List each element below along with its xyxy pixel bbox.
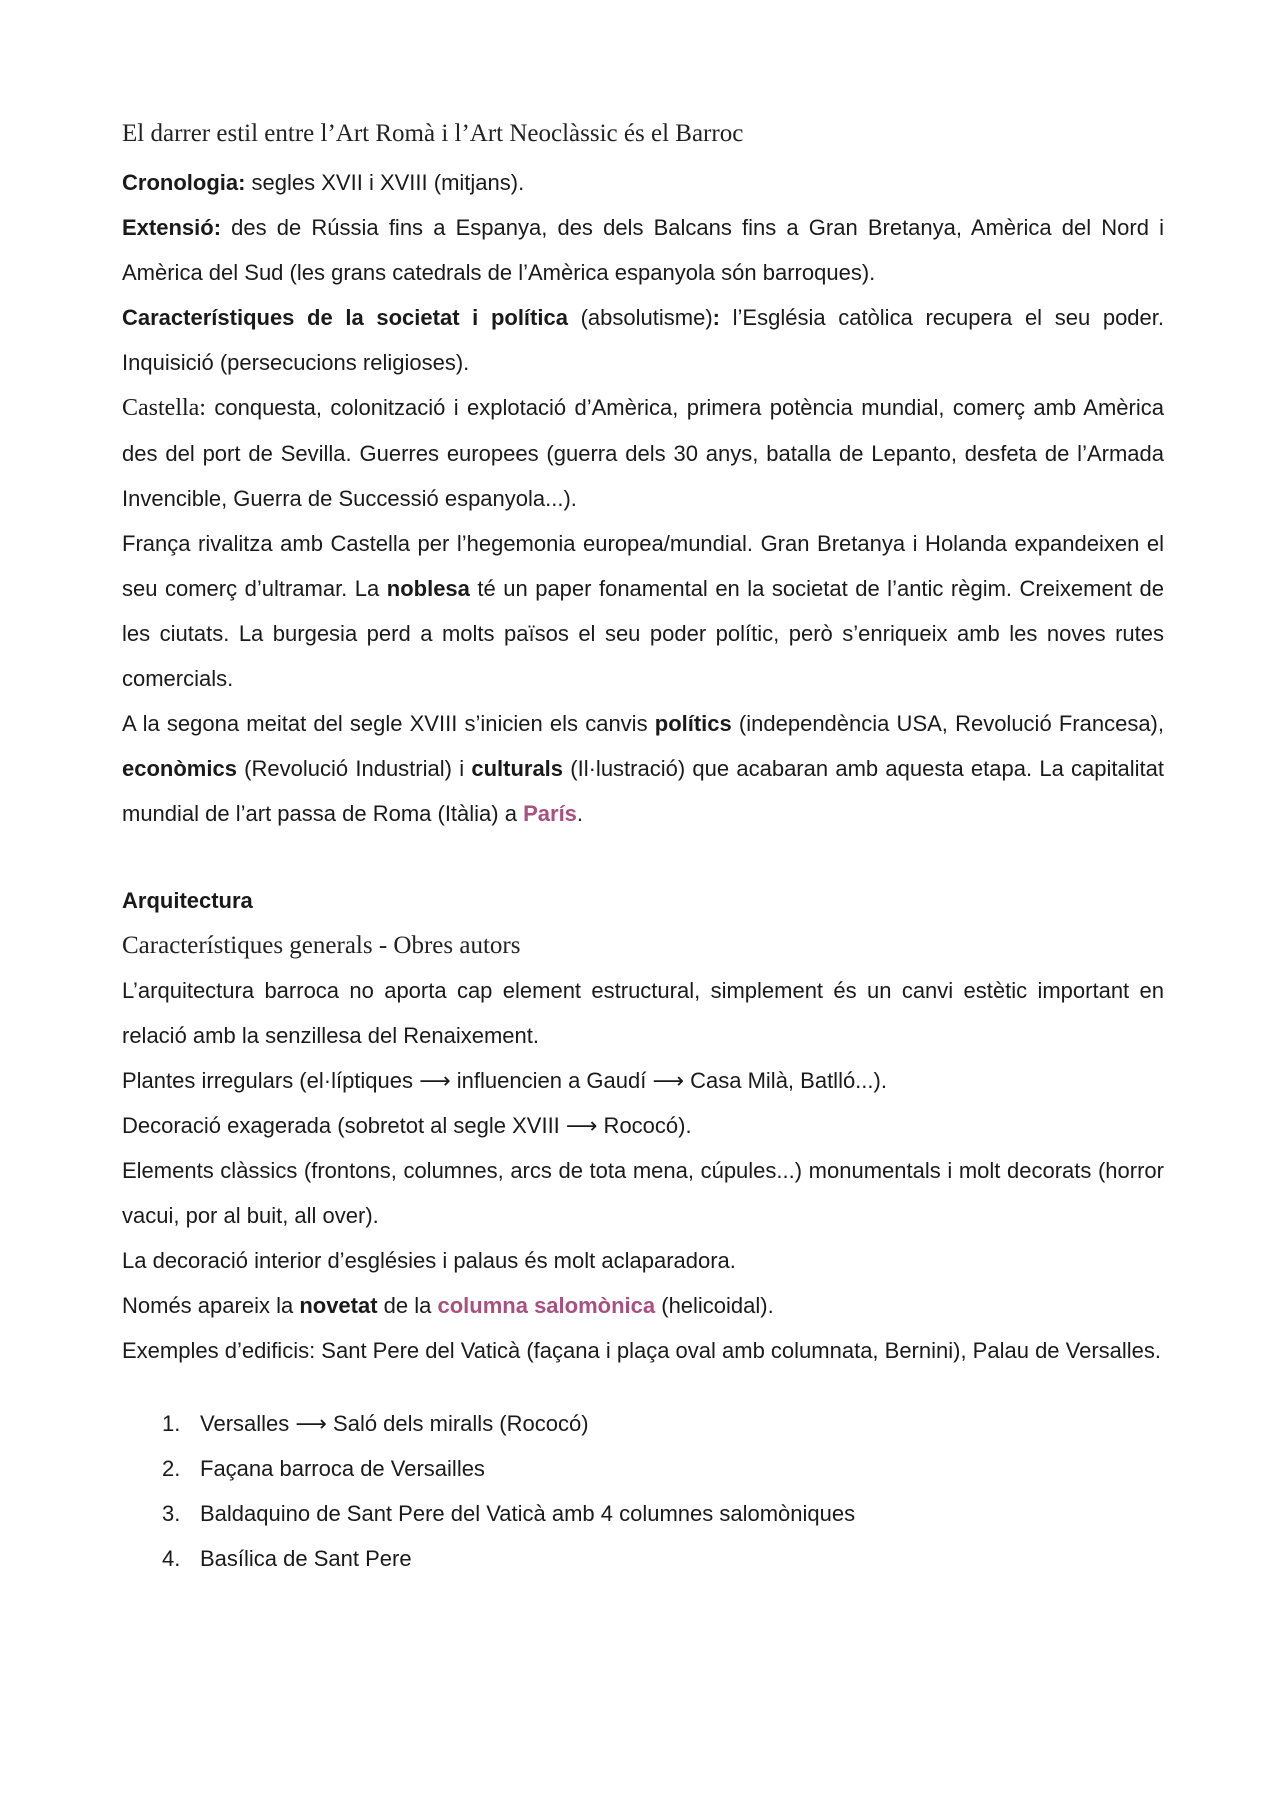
- castella-text: conquesta, colonització i explotació d’Amèrica, primera potència mundial, comerç amb Amèrica des del port de Sevilla. Guerres europees (guerra dels 30 anys, batalla de Lepanto, desfeta de l’Armada Invencible, Guerra de Successió espanyola...).: [122, 395, 1164, 511]
- cronologia-text: segles XVII i XVIII (mitjans).: [245, 170, 525, 195]
- caracteristiques-paragraph: [122, 295, 1164, 385]
- list-item-text: Basílica de Sant Pere: [200, 1546, 412, 1571]
- p6-text-3: (helicoidal).: [655, 1293, 774, 1318]
- arquitectura-p4: Elements clàssics (frontons, columnes, arcs de tota mena, cúpules...) monumentals i molt decorats (horror vacui, por al buit, all over).: [122, 1158, 1164, 1228]
- list-item-text: Façana barroca de Versailles: [200, 1456, 485, 1481]
- cronologia-label: Cronologia:: [122, 170, 246, 195]
- arquitectura-p2: Plantes irregulars (el·líptiques ⟶ influencien a Gaudí ⟶ Casa Milà, Batlló...).: [122, 1068, 887, 1093]
- arquitectura-p6: [122, 1283, 1164, 1328]
- caracteristiques-text: l’Església catòlica recupera el seu poder. Inquisició (persecucions religioses).: [122, 305, 1164, 375]
- list-item-text: Baldaquino de Sant Pere del Vaticà amb 4 columnes salomòniques: [200, 1501, 856, 1526]
- castella-paragraph: [122, 385, 1164, 521]
- segona-text-1: A la segona meitat del segle XVIII s’inicien els canvis: [122, 711, 655, 736]
- list-item: [122, 1536, 1164, 1581]
- segona-meitat-paragraph: [122, 701, 1164, 836]
- examples-list-wrapper: [122, 1401, 1164, 1581]
- franca-text-2: té un paper fonamental en la societat de l’antic règim. Creixement de les ciutats. La burgesia perd a molts països el seu poder polític, però s’enriqueix amb les noves rutes comercials.: [122, 576, 1164, 691]
- list-item: [122, 1401, 1164, 1446]
- section-spacer: [122, 836, 1164, 878]
- intro-section: [122, 160, 1164, 836]
- arquitectura-heading: Arquitectura: [122, 888, 253, 913]
- list-item-text: Versalles ⟶ Saló dels miralls (Rococó): [200, 1411, 589, 1436]
- paris-highlight: París: [523, 801, 577, 826]
- novetat-bold: novetat: [299, 1293, 378, 1318]
- list-item-number: 2.: [162, 1456, 181, 1481]
- segona-end: .: [576, 801, 584, 826]
- columna-salomonica-highlight: columna salomònica: [437, 1293, 656, 1318]
- p6-text-1: Només apareix la: [122, 1293, 300, 1318]
- noblesa-bold: noblesa: [386, 576, 470, 601]
- document-page: [122, 118, 1164, 1581]
- list-item-number: 3.: [162, 1501, 181, 1526]
- extensio-paragraph: [122, 205, 1164, 295]
- franca-paragraph: [122, 521, 1164, 701]
- examples-list: [122, 1401, 1164, 1581]
- segona-text-3: (Revolució Industrial) i: [236, 756, 472, 781]
- franca-text-1: França rivalitza amb Castella per l’hegemonia europea/mundial. Gran Bretanya i Holanda expandeixen el seu comerç d’ultramar. La: [122, 531, 1164, 601]
- castella-label: Castella:: [122, 395, 206, 421]
- extensio-label: Extensió:: [122, 215, 222, 240]
- arquitectura-p1: L’arquitectura barroca no aporta cap element estructural, simplement és un canvi estètic important en relació amb la senzillesa del Renaixement.: [122, 978, 1164, 1048]
- segona-text-4: (Il·lustració) que acabaran amb aquesta etapa. La capitalitat mundial de l’art passa de Roma (Itàlia) a: [122, 756, 1164, 826]
- list-item-number: 4.: [162, 1546, 181, 1571]
- extensio-text: des de Rússia fins a Espanya, des dels Balcans fins a Gran Bretanya, Amèrica del Nord i Amèrica del Sud (les grans catedrals de l’Amèrica espanyola són barroques).: [122, 215, 1164, 285]
- absolutisme-text: (absolutisme): [567, 305, 713, 330]
- arquitectura-section: [122, 878, 1164, 1373]
- polítics-bold: polítics: [654, 711, 732, 736]
- list-item-number: 1.: [162, 1411, 181, 1436]
- culturals-bold: culturals: [471, 756, 564, 781]
- economics-bold: econòmics: [122, 756, 237, 781]
- caracteristiques-label: Característiques de la societat i política: [122, 305, 568, 330]
- list-item: [122, 1446, 1164, 1491]
- arquitectura-p3: Decoració exagerada (sobretot al segle XVIII ⟶ Rococó).: [122, 1113, 692, 1138]
- segona-text-2: (independència USA, Revolució Francesa),: [731, 711, 1164, 736]
- arquitectura-p5: La decoració interior d’esglésies i palaus és molt aclaparadora.: [122, 1248, 736, 1273]
- list-item: [122, 1491, 1164, 1536]
- document-title: El darrer estil entre l’Art Romà i l’Art Neoclàssic és el Barroc: [122, 120, 744, 147]
- arquitectura-p7: Exemples d’edificis: Sant Pere del Vaticà (façana i plaça oval amb columnata, Bernini), Palau de Versalles.: [122, 1338, 1162, 1363]
- caracteristiques-colon: :: [712, 305, 720, 330]
- arquitectura-subheading: Característiques generals - Obres autors: [122, 932, 521, 959]
- p6-text-2: de la: [377, 1293, 438, 1318]
- cronologia-paragraph: [122, 160, 1164, 205]
